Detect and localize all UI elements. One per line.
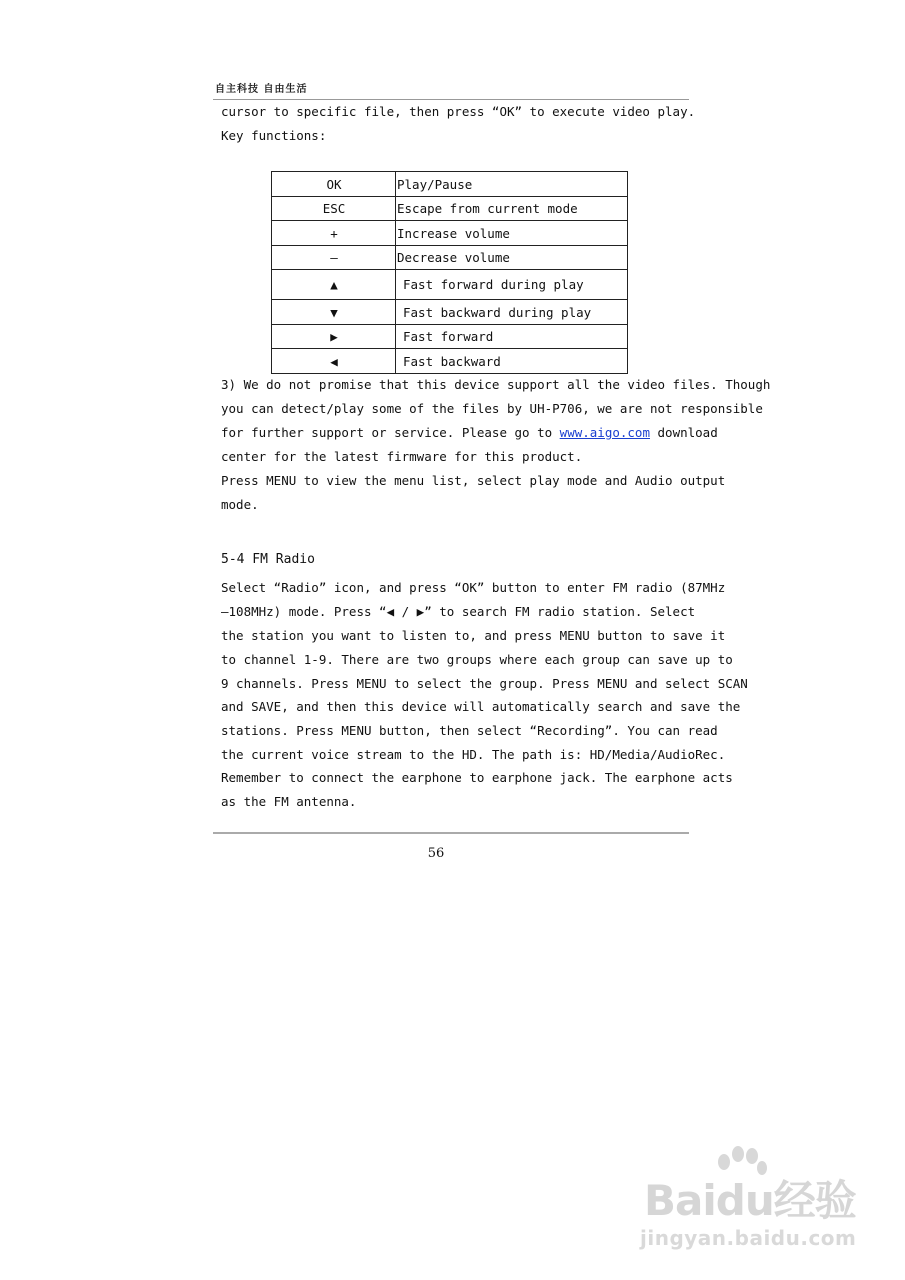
table-row — [272, 197, 628, 221]
desc-cell: Play/Pause — [396, 172, 628, 197]
fm-line: and SAVE, and then this device will automatically search and save the — [221, 699, 741, 714]
page-header-title: 自主科技 自由生活 — [215, 84, 308, 95]
baidu-watermark — [640, 1140, 870, 1265]
fm-line: the current voice stream to the HD. The path is: HD/Media/AudioRec. — [221, 747, 726, 762]
fm-line: stations. Press MENU button, then select “Recording”. You can read — [221, 723, 718, 738]
note-line-3-end: download — [657, 425, 718, 440]
aigo-link[interactable]: www.aigo.com — [559, 425, 650, 440]
key-cell: ▲ — [272, 270, 396, 300]
note-line-3-start: for further support or service. Please go to — [221, 425, 553, 440]
table-row — [272, 270, 628, 300]
note-line-3 — [221, 425, 718, 441]
key-cell: + — [272, 221, 396, 246]
key-cell: ESC — [272, 197, 396, 221]
watermark-url: jingyan.baidu.com — [640, 1226, 857, 1250]
fm-line: to channel 1-9. There are two groups where each group can save up to — [221, 652, 733, 667]
desc-cell: Escape from current mode — [396, 197, 628, 221]
fm-line: as the FM antenna. — [221, 794, 357, 809]
note-line-2: you can detect/play some of the files by UH-P706, we are not responsible — [221, 401, 763, 416]
key-cell: ▶ — [272, 325, 396, 349]
key-cell: — — [272, 246, 396, 270]
key-functions-table — [271, 171, 628, 374]
table-row — [272, 172, 628, 197]
key-cell: ▼ — [272, 300, 396, 325]
fm-section-title: 5-4 FM Radio — [221, 552, 315, 567]
note-line-6: mode. — [221, 497, 259, 512]
note-line-5: Press MENU to view the menu list, select play mode and Audio output — [221, 473, 726, 488]
desc-cell: Fast backward during play — [396, 300, 628, 325]
desc-cell: Fast forward during play — [396, 270, 628, 300]
table-row — [272, 325, 628, 349]
fm-line: Remember to connect the earphone to earphone jack. The earphone acts — [221, 770, 733, 785]
desc-cell: Increase volume — [396, 221, 628, 246]
note-line-1: 3) We do not promise that this device support all the video files. Though — [221, 377, 771, 392]
intro-line-2: Key functions: — [221, 128, 327, 143]
fm-line: –108MHz) mode. Press “◀ / ▶” to search FM radio station. Select — [221, 604, 696, 619]
table-row — [272, 221, 628, 246]
watermark-brand: Baidu经验 — [644, 1176, 856, 1225]
desc-cell: Fast backward — [396, 349, 628, 374]
desc-cell: Fast forward — [396, 325, 628, 349]
fm-line: 9 channels. Press MENU to select the group. Press MENU and select SCAN — [221, 676, 748, 691]
fm-line: Select “Radio” icon, and press “OK” button to enter FM radio (87MHz — [221, 580, 726, 595]
note-line-4: center for the latest firmware for this product. — [221, 449, 583, 464]
table-row — [272, 300, 628, 325]
page-number: 56 — [427, 846, 445, 861]
footer-divider — [213, 832, 689, 834]
fm-line: the station you want to listen to, and press MENU button to save it — [221, 628, 726, 643]
key-cell: ◀ — [272, 349, 396, 374]
table-row — [272, 349, 628, 374]
table-row — [272, 246, 628, 270]
key-cell: OK — [272, 172, 396, 197]
intro-line-1: cursor to specific file, then press “OK” to execute video play. — [221, 104, 696, 119]
desc-cell: Decrease volume — [396, 246, 628, 270]
header-divider — [213, 99, 689, 100]
